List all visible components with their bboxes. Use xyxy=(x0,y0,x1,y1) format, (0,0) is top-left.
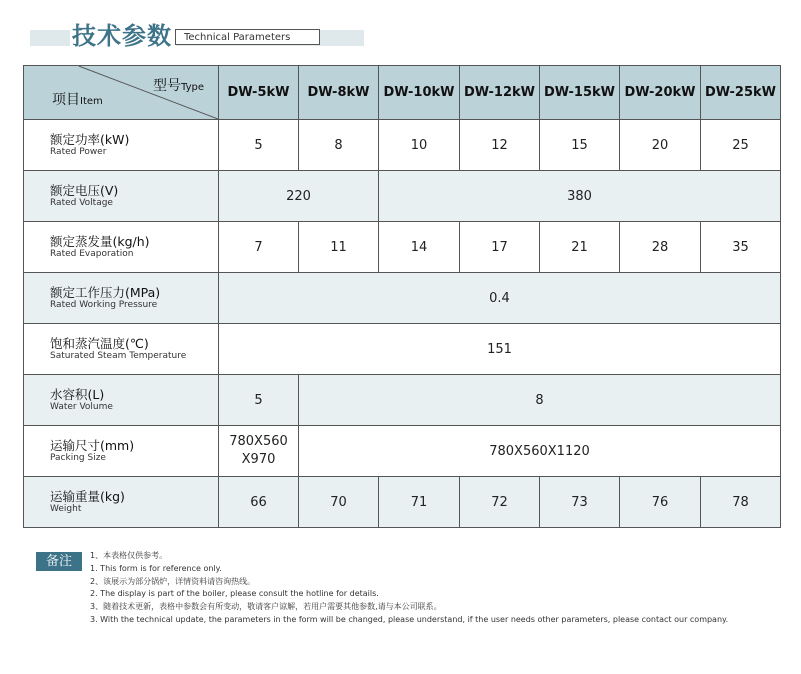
note-line: 3、随着技术更新，表格中参数会有所变动，敬请客户谅解，若用户需要其他参数,请与本公司联系。 xyxy=(90,602,442,612)
row-label-en: Weight xyxy=(50,504,82,514)
row-label-en: Rated Working Pressure xyxy=(50,300,158,310)
table-row-rated-working-pressure xyxy=(24,273,781,324)
table-cell: 14 xyxy=(379,222,460,273)
corner-item-en: Item xyxy=(80,96,103,107)
table-cell: 8 xyxy=(299,375,781,426)
packing-line-1: 780X560 xyxy=(229,434,288,449)
model-header: DW-5kW xyxy=(219,66,299,120)
parameters-table xyxy=(23,65,781,528)
table-cell: 72 xyxy=(460,477,540,528)
model-header: DW-12kW xyxy=(460,66,540,120)
table-cell: 17 xyxy=(460,222,540,273)
table-cell: 220 xyxy=(219,171,379,222)
table-cell: 70 xyxy=(299,477,379,528)
row-label-en: Packing Size xyxy=(50,453,106,463)
table-row-saturated-steam-temperature xyxy=(24,324,781,375)
table-cell: 76 xyxy=(620,477,701,528)
row-label xyxy=(24,375,219,426)
table-cell: 10 xyxy=(379,120,460,171)
section-header xyxy=(0,0,801,60)
row-label-zh: 水容积(L) xyxy=(50,387,105,402)
row-label-en: Rated Voltage xyxy=(50,198,113,208)
row-label xyxy=(24,171,219,222)
table-row-water-volume xyxy=(24,375,781,426)
row-label-zh: 额定工作压力(MPa) xyxy=(50,285,161,300)
row-label-en: Water Volume xyxy=(50,402,113,412)
corner-cell xyxy=(24,66,219,120)
corner-type-en: Type xyxy=(181,82,204,93)
table-row-weight xyxy=(24,477,781,528)
table-cell: 15 xyxy=(540,120,620,171)
table-cell: 5 xyxy=(219,375,299,426)
row-label-zh: 额定电压(V) xyxy=(50,183,119,198)
row-label xyxy=(24,324,219,375)
note-line: 1. This form is for reference only. xyxy=(90,563,222,573)
table-row-rated-power xyxy=(24,120,781,171)
notes-badge: 备注 xyxy=(36,552,82,571)
row-label-zh: 运输重量(kg) xyxy=(50,489,125,504)
table-cell: 7 xyxy=(219,222,299,273)
note-line: 1、本表格仅供参考。 xyxy=(90,551,168,560)
note-line: 2. The display is part of the boiler, please consult the hotline for details. xyxy=(90,589,379,599)
table-cell: 66 xyxy=(219,477,299,528)
model-header: DW-25kW xyxy=(701,66,781,120)
model-header: DW-20kW xyxy=(620,66,701,120)
model-header: DW-10kW xyxy=(379,66,460,120)
table-cell: 21 xyxy=(540,222,620,273)
table-cell: 151 xyxy=(219,324,781,375)
table-row-packing-size xyxy=(24,426,781,477)
table-cell: 11 xyxy=(299,222,379,273)
row-label xyxy=(24,120,219,171)
table-cell xyxy=(219,426,299,477)
table-row-rated-voltage xyxy=(24,171,781,222)
row-label-zh: 运输尺寸(mm) xyxy=(50,438,135,453)
table-cell: 780X560X1120 xyxy=(299,426,781,477)
corner-item-label xyxy=(52,89,103,109)
table-cell: 5 xyxy=(219,120,299,171)
table-cell: 28 xyxy=(620,222,701,273)
table-cell: 0.4 xyxy=(219,273,781,324)
model-header: DW-8kW xyxy=(299,66,379,120)
table-header-row xyxy=(24,66,781,120)
row-label-zh: 额定功率(kW) xyxy=(50,132,130,147)
row-label xyxy=(24,222,219,273)
notes-list xyxy=(90,550,790,627)
row-label-en: Rated Power xyxy=(50,147,107,157)
row-label xyxy=(24,426,219,477)
row-label-en: Saturated Steam Temperature xyxy=(50,351,187,361)
table-cell: 380 xyxy=(379,171,781,222)
corner-item-zh: 项目 xyxy=(52,92,80,108)
corner-type-zh: 型号 xyxy=(153,78,182,94)
table-cell: 12 xyxy=(460,120,540,171)
row-label xyxy=(24,273,219,324)
note-line: 2、该展示为部分锅炉，详情资料请咨询热线。 xyxy=(90,576,256,586)
row-label-zh: 饱和蒸汽温度(℃) xyxy=(50,336,149,351)
row-label-zh: 额定蒸发量(kg/h) xyxy=(50,234,150,249)
table-cell: 71 xyxy=(379,477,460,528)
packing-line-2: X970 xyxy=(241,452,276,467)
row-label-en: Rated Evaporation xyxy=(50,249,134,259)
row-label xyxy=(24,477,219,528)
corner-type-label xyxy=(153,75,204,95)
table-cell: 20 xyxy=(620,120,701,171)
page-title: 技术参数 xyxy=(70,21,176,51)
table-row-rated-evaporation xyxy=(24,222,781,273)
table-cell: 8 xyxy=(299,120,379,171)
table-cell: 35 xyxy=(701,222,781,273)
table-cell: 78 xyxy=(701,477,781,528)
table-cell: 73 xyxy=(540,477,620,528)
page-subtitle: Technical Parameters xyxy=(175,29,320,45)
note-line: 3. With the technical update, the parameters in the form will be changed, please understand, if the user needs other parameters, please contact our company. xyxy=(90,614,729,624)
table-cell: 25 xyxy=(701,120,781,171)
model-header: DW-15kW xyxy=(540,66,620,120)
